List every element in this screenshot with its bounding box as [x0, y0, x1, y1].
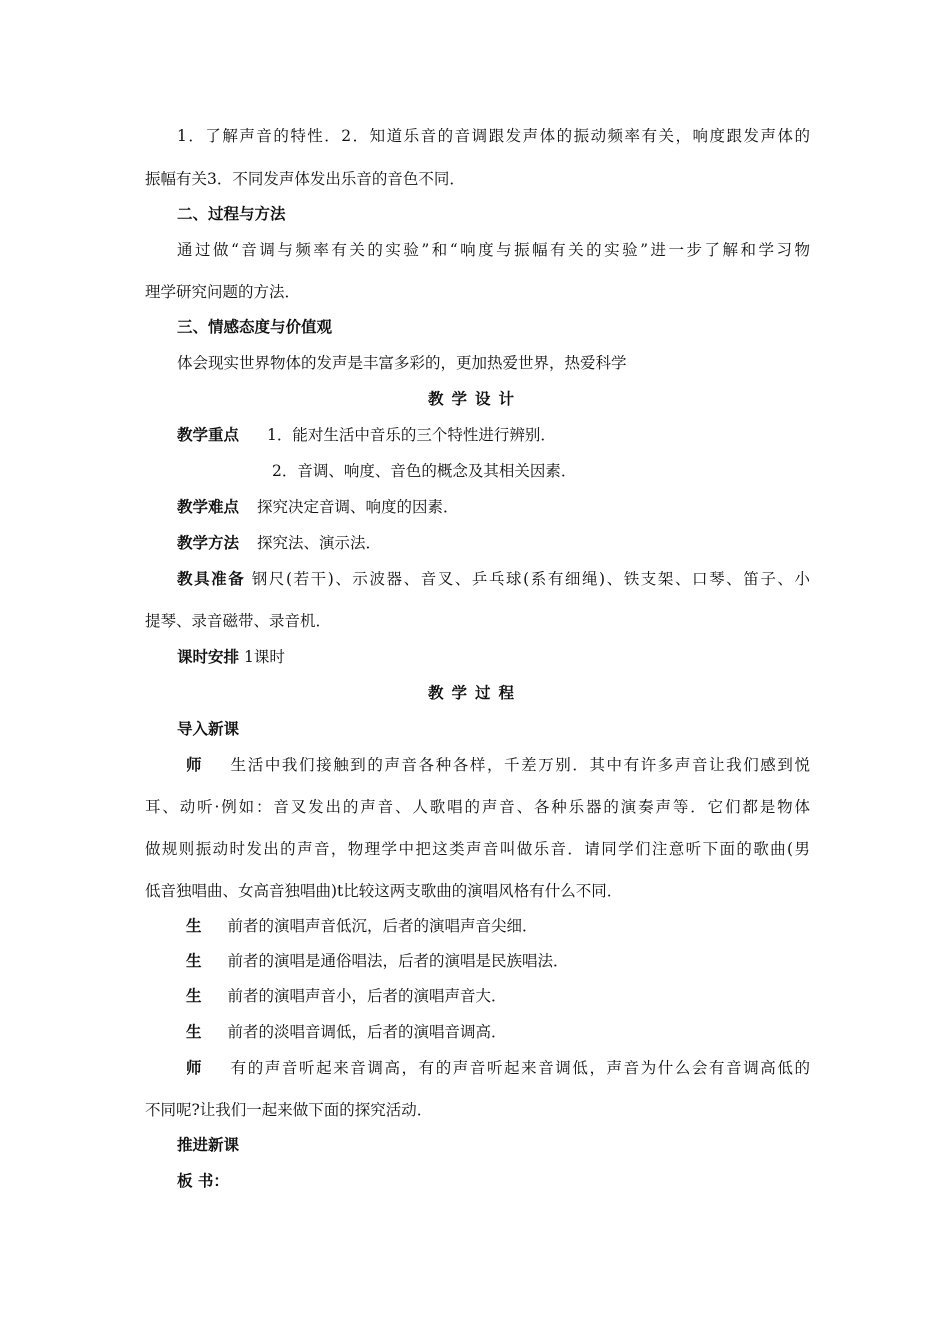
difficulty-row — [177, 497, 810, 517]
advance-heading: 推进新课 — [177, 1135, 240, 1154]
teacher2-line-1 — [186, 1058, 810, 1078]
student-line-4 — [186, 1022, 806, 1042]
board-heading: 板 书： — [177, 1171, 229, 1190]
process-method-line-2: 理学研究问题的方法． — [145, 283, 301, 301]
tools-line-1: 钢尺(若干)、示波器、音叉、乒乓球(系有细绳)、铁支架、口琴、笛子、小 — [251, 570, 810, 588]
schedule-label: 课时安排 — [177, 647, 240, 666]
student-speaker-4: 生 — [186, 1022, 202, 1041]
schedule-text: 1课时 — [243, 648, 285, 666]
student-text-4: 前者的淡唱音调低，后者的演唱音调高． — [227, 1023, 507, 1041]
key-points-label: 教学重点 — [177, 425, 240, 444]
teacher2-line-2: 不同呢?让我们一起来做下面的探究活动． — [145, 1101, 433, 1119]
student-text-3: 前者的演唱声音小，后者的演唱声音大． — [227, 987, 507, 1005]
key-points-item-1: 1．能对生活中音乐的三个特性进行辨别． — [267, 426, 556, 444]
teacher2-text-1: 有的声音听起来音调高，有的声音听起来音调低，声音为什么会有音调高低的 — [229, 1059, 810, 1077]
teacher-line-4: 低音独唱曲、女高音独唱曲)t比较这两支歌曲的演唱风格有什么不同． — [145, 882, 623, 900]
student-speaker-3: 生 — [186, 986, 202, 1005]
method-text: 探究法、演示法． — [257, 534, 382, 552]
method-row — [177, 533, 810, 553]
teacher-line-1 — [186, 755, 810, 775]
tools-row — [177, 569, 810, 589]
student-line-2 — [186, 951, 806, 971]
tools-line-2: 提琴、录音磁带、录音机． — [145, 612, 332, 630]
design-title: 教学设计 — [427, 389, 522, 408]
student-line-1 — [186, 916, 806, 936]
method-label: 教学方法 — [177, 533, 240, 552]
schedule-row — [177, 647, 810, 667]
teacher-line-2: 耳、动听·例如：音叉发出的声音、人歌唱的声音、各种乐器的演奏声等．它们都是物体 — [145, 798, 810, 816]
emotion-heading: 三、情感态度与价值观 — [177, 317, 333, 336]
student-line-3 — [186, 986, 806, 1006]
student-text-1: 前者的演唱声音低沉，后者的演唱声音尖细． — [227, 917, 538, 935]
key-points-row — [177, 425, 810, 445]
difficulty-text: 探究决定音调、响度的因素． — [257, 498, 459, 516]
tools-label: 教具准备 — [177, 569, 246, 588]
key-points-item-2: 2．音调、响度、音色的概念及其相关因素． — [272, 462, 577, 480]
teacher-line-3: 做规则振动时发出的声音，物理学中把这类声音叫做乐音．请同学们注意听下面的歌曲(男 — [145, 840, 810, 858]
process-method-heading: 二、过程与方法 — [177, 204, 286, 223]
process-method-line-1: 通过做“音调与频率有关的实验”和“响度与振幅有关的实验”进一步了解和学习物 — [177, 241, 810, 259]
knowledge-line-2: 振幅有关3．不同发声体发出乐音的音色不同． — [145, 170, 465, 188]
student-speaker-1: 生 — [186, 916, 202, 935]
process-title: 教学过程 — [427, 683, 522, 702]
teacher-speaker: 师 — [186, 755, 204, 774]
emotion-line-1: 体会现实世界物体的发声是丰富多彩的，更加热爱世界，热爱科学 — [177, 354, 627, 372]
student-text-2: 前者的演唱是通俗唱法，后者的演唱是民族唱法． — [227, 952, 569, 970]
difficulty-label: 教学难点 — [177, 497, 240, 516]
student-speaker-2: 生 — [186, 951, 202, 970]
teacher2-speaker: 师 — [186, 1058, 204, 1077]
teacher-text-1: 生活中我们接触到的声音各种各样，千差万别．其中有许多声音让我们感到悦 — [229, 756, 810, 774]
knowledge-line-1: 1．了解声音的特性．2．知道乐音的音调跟发声体的振动频率有关，响度跟发声体的 — [177, 127, 810, 145]
intro-heading: 导入新课 — [177, 719, 240, 738]
